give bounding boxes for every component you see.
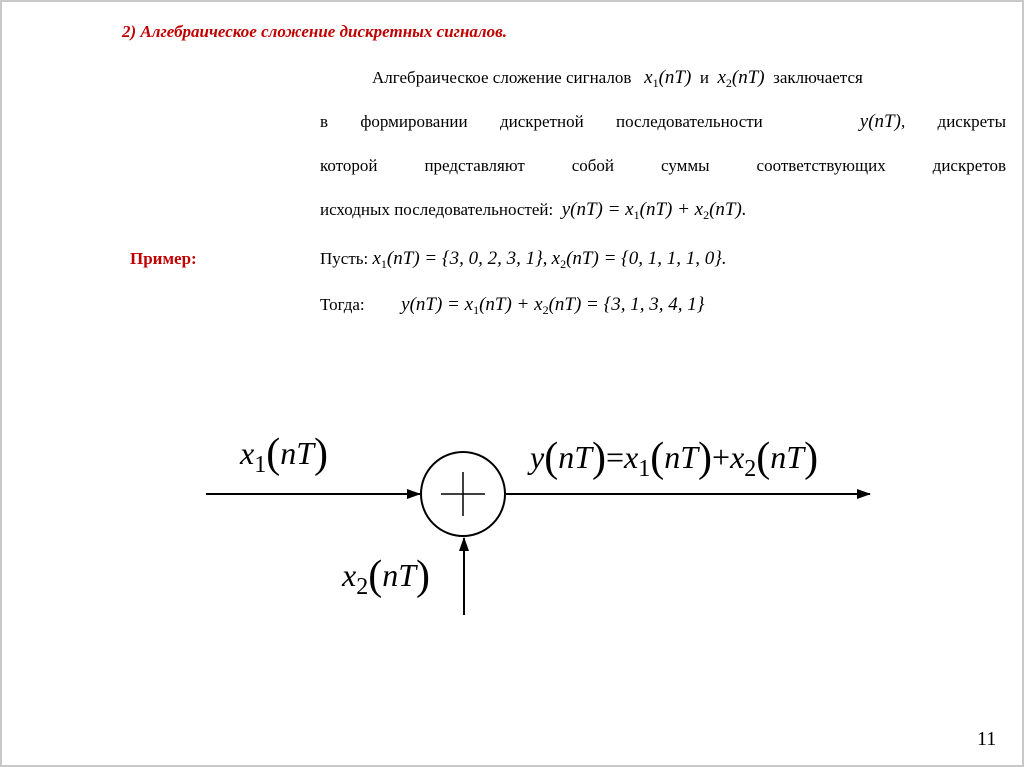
arg-nT: nT [280,435,314,471]
page-number: 11 [977,728,997,750]
arg-nT: nT [770,439,805,475]
var-x1: x [372,248,381,269]
plus-sign: + [712,439,731,475]
sub-1: 1 [473,303,480,317]
formula-part: y(nT) = x [561,199,634,220]
var-y: y [530,439,545,475]
var-x2: x [551,248,561,269]
arg-nT: nT [664,439,699,475]
paragraph-text: исходных последовательностей: [320,200,554,219]
input-1-label: $x_1(nT)$ [240,431,328,478]
var-y: y(nT) [859,111,901,132]
var-x2: x [717,67,726,88]
y-sequence: (nT) = {3, 1, 3, 4, 1} [548,294,705,315]
sub-2: 2 [725,76,732,90]
x2-sequence: (nT) = {0, 1, 1, 1, 0}. [566,248,727,269]
sub-2: 2 [542,303,549,317]
formula-part: (nT). [709,199,747,220]
then-word: Тогда: [320,295,365,314]
formula-part: y(nT) = x [401,294,474,315]
paragraph-text: , дискреты [900,112,1006,131]
input-2-label: $x_2(nT)$ [342,553,430,600]
conjunction-and: и [699,68,709,87]
arg-nT: (nT) [731,67,765,88]
slide-heading: 2) Алгебраическое сложение дискретных сигналов. [122,22,507,41]
let-word: Пусть: [320,249,369,268]
sub-1: 1 [380,257,387,271]
paragraph-text: в формировании дискретной последовательности [320,112,763,131]
sub-1: 1 [254,452,267,478]
sub-1: 1 [633,208,640,222]
var-x: x [624,439,639,475]
var-x: x [240,435,255,471]
var-x1: x [644,67,653,88]
var-x: x [342,557,357,593]
sub-1: 1 [638,456,651,482]
paragraph-text: Алгебраическое сложение сигналов [372,68,632,87]
x1-sequence: (nT) = {3, 0, 2, 3, 1}, [386,248,548,269]
sub-2: 2 [744,456,757,482]
var-x: x [730,439,745,475]
arg-nT: nT [558,439,592,475]
equals-sign: = [606,439,625,475]
formula-part: (nT) + x [479,294,543,315]
arg-nT: nT [382,557,416,593]
paragraph-text: которой представляют собой суммы соответствующих дискретов [320,156,1006,175]
example-label: Пример: [130,249,197,268]
output-label: $y(nT)=x_1(nT)+x_2(nT)$ [530,435,819,482]
sub-2: 2 [703,208,710,222]
arg-nT: (nT) [658,67,692,88]
sub-2: 2 [560,257,567,271]
formula-part: (nT) + x [639,199,704,220]
paragraph-text: заключается [773,68,863,87]
sub-1: 1 [652,76,659,90]
sub-2: 2 [356,574,369,600]
